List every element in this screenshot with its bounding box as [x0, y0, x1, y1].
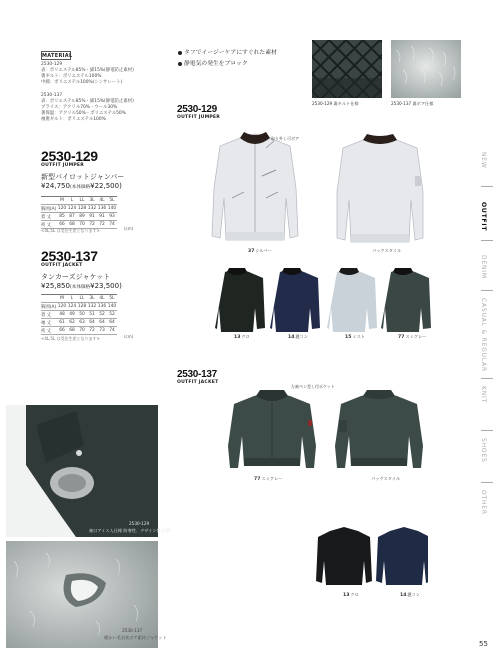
size-value: 140 [107, 206, 117, 211]
size-row-label: 裄 丈 [41, 221, 57, 229]
feature-bullet: タフでイージーケアにすぐれた素材 [178, 47, 277, 56]
color-code: 77 [254, 477, 261, 482]
size-row-label: 裄 丈 [41, 327, 57, 335]
material-line: ブライス：アクリル70%・ウール30% [41, 105, 118, 110]
size-value: 124 [67, 206, 77, 211]
tab-divider [481, 482, 493, 483]
jacket-slate-back-image [333, 390, 425, 472]
callout-line [264, 140, 276, 150]
price-value: ¥25,850 [41, 282, 70, 290]
size-value: 64 [87, 319, 97, 327]
tab-divider [481, 430, 493, 431]
size-value: 72 [97, 221, 107, 229]
size-value: 68 [67, 327, 77, 335]
size-row-label: 胸囲(A) [41, 206, 57, 212]
size-value: 120 [57, 206, 67, 211]
size-value: 74 [107, 327, 117, 335]
product-model: 2530-137 [41, 248, 98, 264]
size-value: 93 [107, 213, 117, 221]
material-line: 袖裏ギルト：ポリエステル100% [41, 117, 106, 122]
section-model: 2530-129 [177, 104, 217, 115]
size-value: 72 [87, 327, 97, 335]
tax-note: (本体価格 [69, 185, 91, 190]
variant-caption [345, 334, 365, 340]
size-cell: 3L [87, 197, 97, 205]
size-value: 124 [67, 304, 77, 309]
material-code-1: 2530-129 [41, 62, 63, 67]
size-value: 136 [97, 206, 107, 211]
color-code: 14 [400, 593, 407, 598]
product-name: 新型パイロットジャンパー [41, 173, 125, 181]
detail-code: 2530-137 [122, 628, 143, 633]
back-caption: バックスタイル [372, 248, 402, 253]
size-value: 132 [87, 304, 97, 309]
material-line: 中綿：ポリエステル100%(シンサレート) [41, 80, 123, 85]
size-value: 74 [107, 221, 117, 229]
color-variants-image [213, 266, 433, 338]
tab-divider [481, 186, 493, 187]
size-value: 136 [97, 304, 107, 309]
color-code: 14 [288, 335, 295, 340]
size-row [41, 303, 117, 311]
size-cell: 3L [87, 295, 97, 303]
size-unit: (cm) [124, 334, 134, 339]
size-value: 66 [57, 327, 67, 335]
product-name: タンカーズジャケット [41, 273, 111, 281]
variant-14-jacket [270, 268, 320, 332]
material-line: 表：ポリエステル85%・綿15%(静電防止素材) [41, 68, 134, 73]
detail-code: 2530-129 [129, 521, 150, 526]
jacket-silver-back-image [335, 132, 425, 250]
tab-divider [481, 240, 493, 241]
material-code-2: 2530-137 [41, 93, 63, 98]
product-price [41, 182, 122, 190]
material-line: 裏保温：アクリル50%・ポリエステル50% [41, 111, 126, 116]
size-value: 89 [77, 213, 87, 221]
size-cell: LL [77, 197, 87, 205]
size-value: 49 [67, 311, 77, 319]
variant-caption [398, 334, 426, 340]
variant-14-jacket [376, 527, 428, 585]
size-row [41, 205, 117, 213]
size-cell: 4L [97, 197, 107, 205]
size-cell: M [57, 197, 67, 205]
variant-caption [400, 592, 420, 598]
swatch-caption: 2530-137 裏ボア仕様 [391, 101, 434, 106]
size-row-label: 着 丈 [41, 213, 57, 221]
size-value: 120 [57, 304, 67, 309]
size-row-label: 袖 丈 [41, 319, 57, 327]
size-value: 70 [77, 221, 87, 229]
size-value: 62 [67, 319, 77, 327]
product-price [41, 282, 122, 290]
size-value: 140 [107, 304, 117, 309]
color-name: 濃コン [295, 334, 308, 339]
size-row [41, 213, 117, 221]
variant-77-jacket [381, 268, 431, 332]
size-cell: M [57, 295, 67, 303]
jacket-slate-front-image [226, 390, 318, 472]
size-value: 73 [97, 327, 107, 335]
size-table [41, 196, 117, 229]
swatch-quilt-image [312, 40, 382, 98]
color-code: 15 [345, 335, 352, 340]
variant-caption [343, 592, 359, 598]
swatch-boa-image [391, 40, 461, 98]
size-value: 91 [87, 213, 97, 221]
color-name: スミグレー [261, 476, 283, 481]
variant-caption [234, 334, 250, 340]
size-value: 51 [87, 311, 97, 319]
section-sub: OUTFIT JACKET [177, 380, 219, 385]
color-name: ミスト [352, 334, 365, 339]
size-row-label: 着 丈 [41, 311, 57, 319]
color-code: 37 [248, 249, 255, 254]
size-value: 132 [87, 206, 97, 211]
size-header-row [41, 197, 117, 205]
color-name: シルバー [255, 248, 272, 253]
material-line: 表：ポリエステル85%・綿15%(静電防止素材) [41, 99, 134, 104]
product-sub: OUTFIT JACKET [41, 263, 83, 268]
size-value: 70 [77, 327, 87, 335]
variant-13-jacket [215, 268, 265, 332]
variant-13-jacket [316, 527, 372, 585]
size-row [41, 327, 117, 335]
size-value: 68 [67, 221, 77, 229]
size-value: 128 [77, 304, 87, 309]
callout-removable-boa: 取り外し可ボア [271, 136, 299, 141]
size-cell: LL [77, 295, 87, 303]
size-unit: (cm) [124, 226, 134, 231]
size-value: 61 [57, 319, 67, 327]
detail-caption: 袖口アイス入仕様 防寒性、デザイン性もUP [89, 528, 171, 533]
size-header-row [41, 295, 117, 303]
tab-divider [481, 290, 493, 291]
size-cell: 5L [107, 295, 117, 303]
color-name: クロ [241, 334, 250, 339]
page-number: 55 [479, 640, 488, 648]
size-value: 63 [77, 319, 87, 327]
size-value: 64 [107, 319, 117, 327]
size-cell: L [67, 295, 77, 303]
material-tag: MATERIAL [42, 53, 73, 59]
variant-15-jacket [327, 268, 377, 332]
front-caption [248, 248, 272, 254]
variant-caption [288, 334, 308, 340]
section-sub: OUTFIT JUMPER [177, 115, 221, 120]
size-row-label: 胸囲(A) [41, 304, 57, 310]
price-ex: ¥23,500) [90, 282, 122, 290]
tax-note: (本体価格 [69, 285, 91, 290]
size-note: <4L,5L は受注生産となります> [41, 336, 100, 341]
size-value: 66 [57, 221, 67, 229]
front-caption [254, 476, 282, 482]
jacket-silver-front-image [210, 128, 300, 248]
size-note: <4L,5L は受注生産となります> [41, 228, 100, 233]
size-value: 91 [97, 213, 107, 221]
product-model: 2530-129 [41, 148, 98, 164]
color-name: 濃コン [407, 592, 420, 597]
color-name: スミグレー [405, 334, 427, 339]
tab-divider [481, 378, 493, 379]
section2-variants-image [316, 525, 428, 589]
detail-caption: 暖かい毛羽状ボア素材ジャケット [104, 635, 167, 640]
color-code: 13 [234, 335, 241, 340]
material-line: 裏ギルト：ポリエステル100% [41, 74, 102, 79]
size-value: 128 [77, 206, 87, 211]
product-sub: OUTFIT JUMPER [41, 163, 85, 168]
swatch-caption: 2530-129 裏キルト仕様 [312, 101, 359, 106]
color-code: 77 [398, 335, 405, 340]
size-value: 87 [67, 213, 77, 221]
back-caption: バックスタイル [371, 476, 401, 481]
feature-bullet: 静電気の発生をブロック [178, 58, 248, 67]
size-value: 85 [57, 213, 67, 221]
size-cell: 5L [107, 197, 117, 205]
section-model: 2530-137 [177, 369, 217, 380]
size-value: 48 [57, 311, 67, 319]
size-row [41, 319, 117, 327]
size-row [41, 311, 117, 319]
size-value: 52 [107, 311, 117, 319]
color-code: 13 [343, 593, 350, 598]
color-name: クロ [350, 592, 359, 597]
callout-pen-pocket-1: 左袖ペン差し付ポケット [291, 384, 335, 389]
size-value: 50 [77, 311, 87, 319]
size-table [41, 294, 117, 335]
size-value: 52 [97, 311, 107, 319]
detail-cuff-photo [6, 405, 158, 537]
size-cell: L [67, 197, 77, 205]
price-ex: ¥22,500) [90, 182, 122, 190]
size-value: 64 [97, 319, 107, 327]
size-value: 72 [87, 221, 97, 229]
price-value: ¥24,750 [41, 182, 70, 190]
size-cell: 4L [97, 295, 107, 303]
